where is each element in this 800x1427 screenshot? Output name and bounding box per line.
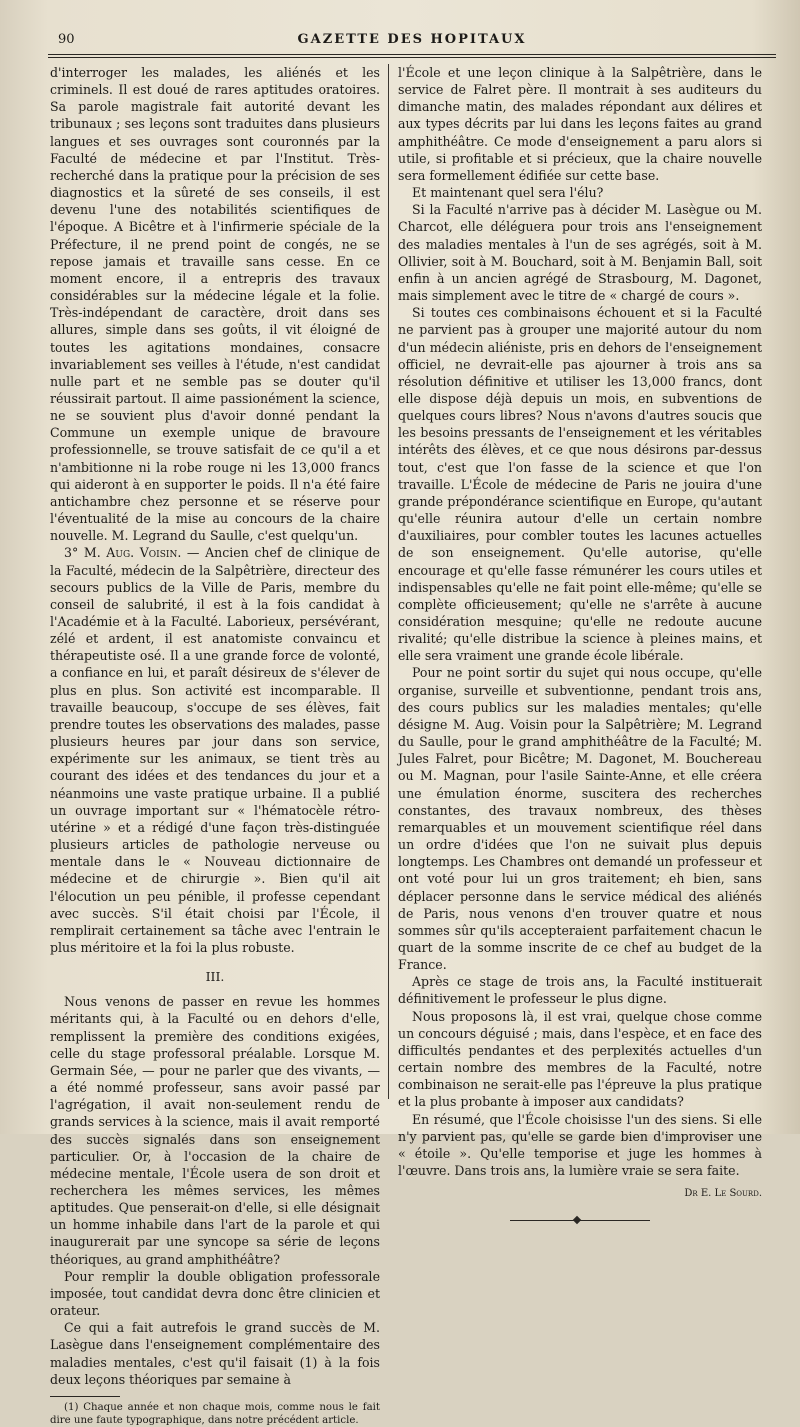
paragraph: Après ce stage de trois ans, la Faculté instituerait définitivement le professeur le plus digne. [398, 974, 762, 1007]
paragraph [50, 544, 380, 956]
paragraph: Pour ne point sortir du sujet qui nous occupe, qu'elle organise, surveille et subventionne, pendant trois ans, des cours publics sur les maladies mentales; qu'elle désigne M. Aug. Voisin pour la Salpêtrière; M. Legrand du Saulle, pour le grand amphithéâtre de la Faculté; M. Jules Falret, pour Bicêtre; M. Dagonet, M. Bouchereau ou M. Magnan, pour l'asile Sainte-Anne, et elle créera une émulation énorme, suscitera des recherches constantes, des travaux nombreux, des thèses remarquables et un mouvement scientifique réel dans un ordre d'idées que l'on ne suivait plus depuis longtemps. Les Chambres ont demandé un professeur et ont voté pour lui un gros traitement; eh bien, sans déplacer personne dans le service médical des aliénés de Paris, nous venons d'en trouver quatre et nous sommes sûr qu'ils accepteraient parfaitement chacun le quart de la somme inscrite de ce chef au budget de la France. [398, 665, 762, 973]
author-signature: Dr E. Le Sourd. [684, 1188, 762, 1200]
header-rule [48, 57, 776, 58]
page-number: 90 [58, 32, 75, 47]
paragraph-text: — Ancien chef de clinique de la Faculté, médecin de la Salpêtrière, directeur des secours publics de la Ville de Paris, membre du conseil de salubrité, il est à la fois candidat à l'Académie et à la Faculté. Laborieux, persévérant, zélé et ardent, il est anatomiste convaincu et thérapeutiste osé. Il a une grande force de volonté, a confiance en lui, et paraît désireux de s'élever de plus en plus. Son activité est incomparable. Il travaille beaucoup, s'occupe de ses élèves, fait prendre toutes les observations des malades, passe plusieurs heures par jour dans son service, expérimente sur les animaux, se tient très au courant des idées et des tendances du jour et a néanmoins une vaste pratique urbaine. Il a publié un ouvrage important sur « l'hématocèle rétro-utérine » et a rédigé d'une façon très-distinguée plusieurs articles de pathologie nerveuse ou mentale dans le « Nouveau dictionnaire de médecine et de chirurgie ». Bien qu'il ait l'élocution un peu pénible, il professe cependant avec succès. S'il était choisi par l'École, il remplirait certainement sa tâche avec l'entrain le plus méritoire et la foi la plus robuste. [50, 545, 380, 955]
column-divider [388, 64, 389, 1099]
paragraph: Nous venons de passer en revue les hommes méritants qui, à la Faculté ou en dehors d'elle, remplissent la première des conditions exigées, celle du stage professoral préalable. Lorsque M. Germain Sée, — pour ne parler que des vivants, — a été nommé professeur, sans avoir passé par l'agrégation, il avait non-seulement rendu de grands services à la science, mais il avait remporté des succès signalés dans son enseignement particulier. Or, à l'occasion de la chaire de médecine mentale, l'École usera de son droit et recherchera les mêmes services, les mêmes aptitudes. Que penserait-on d'elle, si elle désignait un homme inhabile dans l'art de la parole et qui inaugurerait par une syncope sa série de leçons théoriques, au grand amphithéâtre? [50, 994, 380, 1267]
footnote-rule [50, 1396, 120, 1397]
right-column [398, 64, 762, 1221]
paragraph: d'interroger les malades, les aliénés et les criminels. Il est doué de rares aptitudes oratoires. Sa parole magistrale fait autorité devant les tribunaux ; ses leçons sont traduites dans plusieurs langues et ses ouvrages sont couronnés par la Faculté de médecine et par l'Institut. Très-recherché dans la pratique pour la précision de ses diagnostics et la sûreté de ses conseils, il est devenu l'une des notabilités scientifiques de l'époque. A Bicêtre et à l'infirmerie spéciale de la Préfecture, il ne prend point de congés, ne se repose jamais et travaille sans cesse. En ce moment encore, il a entrepris des travaux considérables sur la médecine légale et la folie. Très-indépendant de caractère, droit dans ses allures, simple dans ses goûts, il vit éloigné de toutes les agitations mondaines, consacre invariablement ses veilles à l'étude, n'est candidat nulle part et ne semble pas se douter qu'il réussirait partout. Il aime passionément la science, ne se souvient plus d'avoir donné pendant la Commune un exemple unique de bravoure professionnelle, se trouve satisfait de ce qu'il a et n'ambitionne ni la robe rouge ni les 13,000 francs qui aideront à en supporter le poids. Il n'a été faire antichambre chez personne et se réserve pour l'éventualité de la mise au concours de la chaire nouvelle. M. Legrand du Saulle, c'est quelqu'un. [50, 65, 380, 544]
end-ornament [510, 1220, 650, 1221]
paragraph: Ce qui a fait autrefois le grand succès de M. Lasègue dans l'enseignement complémentaire des maladies mentales, c'est qu'il faisait (1) à la fois deux leçons théoriques par semaine à [50, 1320, 380, 1387]
paragraph: En résumé, que l'École choisisse l'un des siens. Si elle n'y parvient pas, qu'elle se garde bien d'improviser une « étoile ». Qu'elle temporise et juge les hommes à l'œuvre. Dans trois ans, la lumière vraie se sera faite. [398, 1111, 762, 1178]
header-rule [48, 54, 776, 55]
paragraph: Si toutes ces combinaisons échouent et si la Faculté ne parvient pas à grouper une majorité autour du nom d'un médecin aliéniste, pris en dehors de l'enseignement officiel, ne devrait-elle pas ajourner à trois ans sa résolution définitive et utiliser les 13,000 francs, dont elle dispose déjà depuis un mois, en subventions de quelques cours libres? Nous n'avons d'autres soucis que les besoins pressants de l'enseignement et les véritables intérêts des élèves, et ce que nous désirons par-dessus tout, c'est que l'on fasse de la science et que l'on travaille. L'École de médecine de Paris ne jouira d'une grande prépondérance scientifique en Europe, qu'autant qu'elle réunira autour d'elle un certain nombre d'auxiliaires, pour combler toutes les lacunes actuelles de son enseignement. Qu'elle autorise, qu'elle encourage et qu'elle fasse rémunérer les cours utiles et indispensables qu'elle ne fait point elle-même; qu'elle se complète officieusement; qu'elle ne s'arrête à aucune considération mesquine; qu'elle ne redoute aucune rivalité; qu'elle distribue la science à pleines mains, et elle sera vraiment une grande école libérale. [398, 305, 762, 664]
paragraph: l'École et une leçon clinique à la Salpêtrière, dans le service de Falret père. Il montrait à ses auditeurs du dimanche matin, des malades répondant aux délires et aux types décrits par lui dans les leçons faites au grand amphithéâtre. Ce mode d'enseignement a paru alors si utile, si profitable et si précieux, que la chaire nouvelle sera formellement édifiée sur cette base. [398, 65, 762, 183]
paragraph: Et maintenant quel sera l'élu? [412, 185, 604, 201]
candidate-heading: 3° M. Aug. Voisin. [64, 545, 182, 561]
left-column [50, 64, 380, 1427]
footnote: (1) Chaque année et non chaque mois, comme nous le fait dire une faute typographique, dans notre précédent article. [50, 1401, 380, 1426]
section-number: III. [205, 969, 225, 985]
paragraph: Si la Faculté n'arrive pas à décider M. Lasègue ou M. Charcot, elle déléguera pour trois ans l'enseignement des maladies mentales à l'un de ses agrégés, soit à M. Ollivier, soit à M. Bouchard, soit à M. Benjamin Ball, soit enfin à un ancien agrégé de Strasbourg, M. Dagonet, mais simplement avec le titre de « chargé de cours ». [398, 202, 762, 304]
page-header [48, 28, 776, 58]
running-title: GAZETTE DES HOPITAUX [297, 32, 527, 47]
paragraph: Pour remplir la double obligation professorale imposée, tout candidat devra donc être clinicien et orateur. [50, 1268, 380, 1319]
paragraph: Nous proposons là, il est vrai, quelque chose comme un concours déguisé ; mais, dans l'espèce, et en face des difficultés pendantes et des perplexités actuelles d'un certain nombre des membres de la Faculté, notre combinaison ne serait-elle pas l'épreuve la plus pratique et la plus probante à imposer aux candidats? [398, 1008, 762, 1110]
